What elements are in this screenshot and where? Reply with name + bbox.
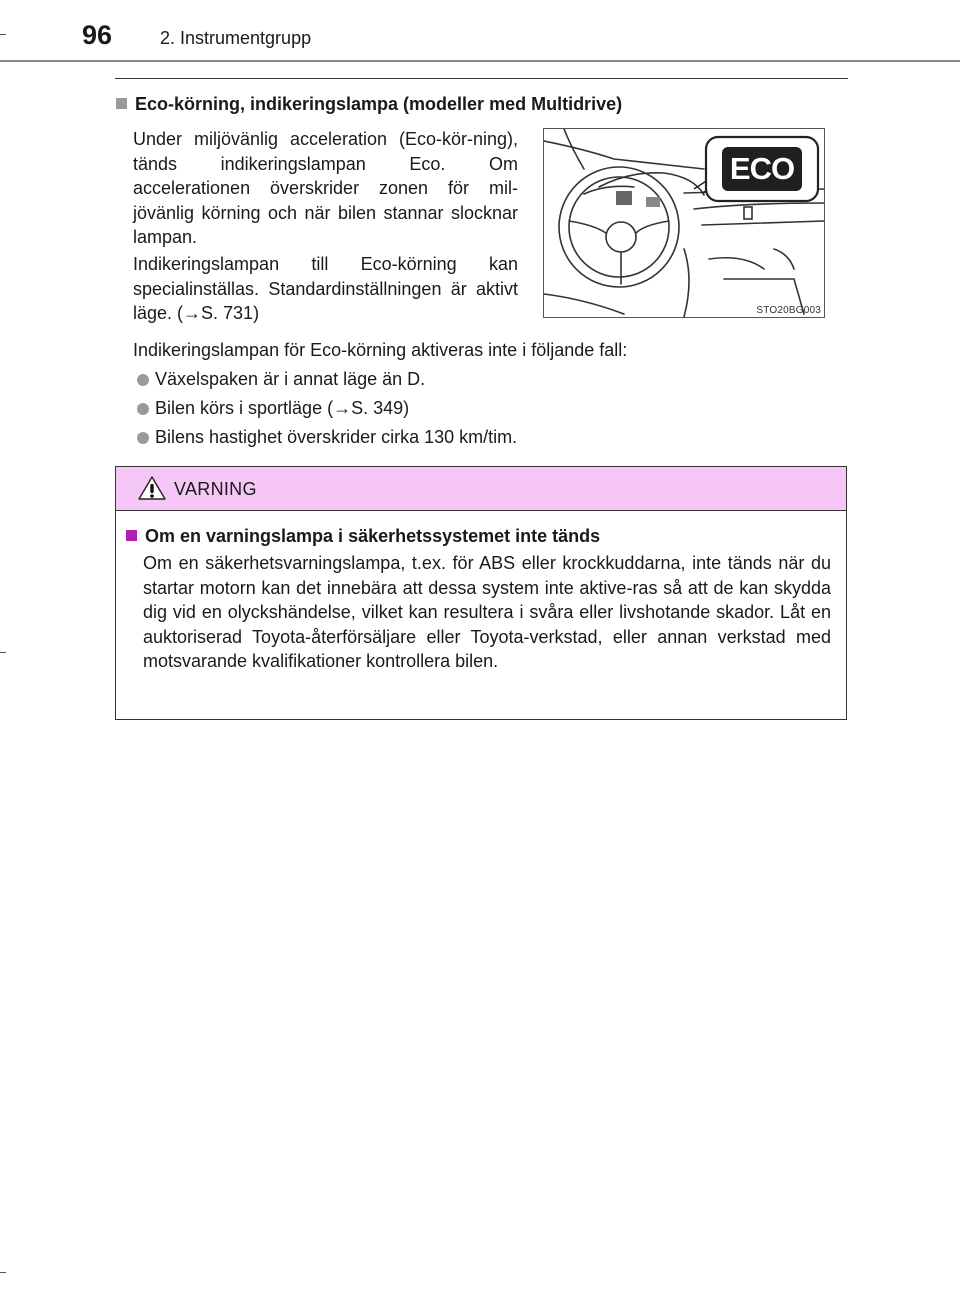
- illustration-code: STO20BG003: [756, 305, 821, 316]
- section-rule: [115, 78, 848, 79]
- section-heading: [116, 93, 622, 115]
- list-item: Bilens hastighet överskrider cirka 130 km/tim.: [137, 425, 837, 449]
- bullet-icon: [137, 432, 149, 444]
- warning-box: [115, 466, 847, 720]
- square-bullet-icon: [116, 98, 127, 109]
- bullet-icon: [137, 403, 149, 415]
- section-heading-text: Eco-körning, indikeringslampa (modeller med Multidrive): [135, 94, 623, 114]
- dashboard-illustration: [543, 128, 825, 318]
- warning-subheading: Om en varningslampa i säkerhetssystemet inte tänds: [126, 525, 600, 547]
- page-number: 96: [82, 20, 113, 50]
- header-rule: [0, 60, 960, 62]
- paragraph-exceptions: Indikeringslampan för Eco-körning aktiveras inte i följande fall:: [133, 340, 628, 360]
- list-item: Bilen körs i sportläge (→S. 349): [137, 396, 837, 420]
- eco-indicator-label: ECO: [729, 151, 795, 186]
- list-item: Växelspaken är i annat läge än D.: [137, 367, 837, 391]
- paragraph-eco-description: Under miljövänlig acceleration (Eco-kör-ning), tänds indikeringslampan Eco. Om accelerationen överskrider zonen för mil-jövänlig körning och när bilen stannar slocknar lampan.: [133, 129, 518, 247]
- warning-triangle-icon: [138, 476, 166, 500]
- warning-header: [116, 467, 846, 511]
- chapter-title: 2. Instrumentgrupp: [160, 28, 312, 48]
- warning-text: Om en säkerhetsvarningslampa, t.ex. för ABS eller krockkuddarna, inte tänds när du startar motorn kan det innebära att dessa system inte aktive-ras så att de kan skydda dig vid en olyckshändelse, vilket kan resultera i svåra eller livshotande skador. Låt en auktoriserad Toyota-återförsäljare eller Toyota-verkstad, eller annan verkstad med motsvarande kvalifikationer kontrollera bilen.: [143, 553, 831, 671]
- warning-title: VARNING: [174, 479, 257, 499]
- bullet-icon: [137, 374, 149, 386]
- square-bullet-icon: [126, 530, 137, 541]
- paragraph-customization: Indikeringslampan till Eco-körning kan specialinställas. Standardinställningen är aktivt läge. (→S. 731): [133, 254, 518, 323]
- exception-list: [137, 367, 837, 454]
